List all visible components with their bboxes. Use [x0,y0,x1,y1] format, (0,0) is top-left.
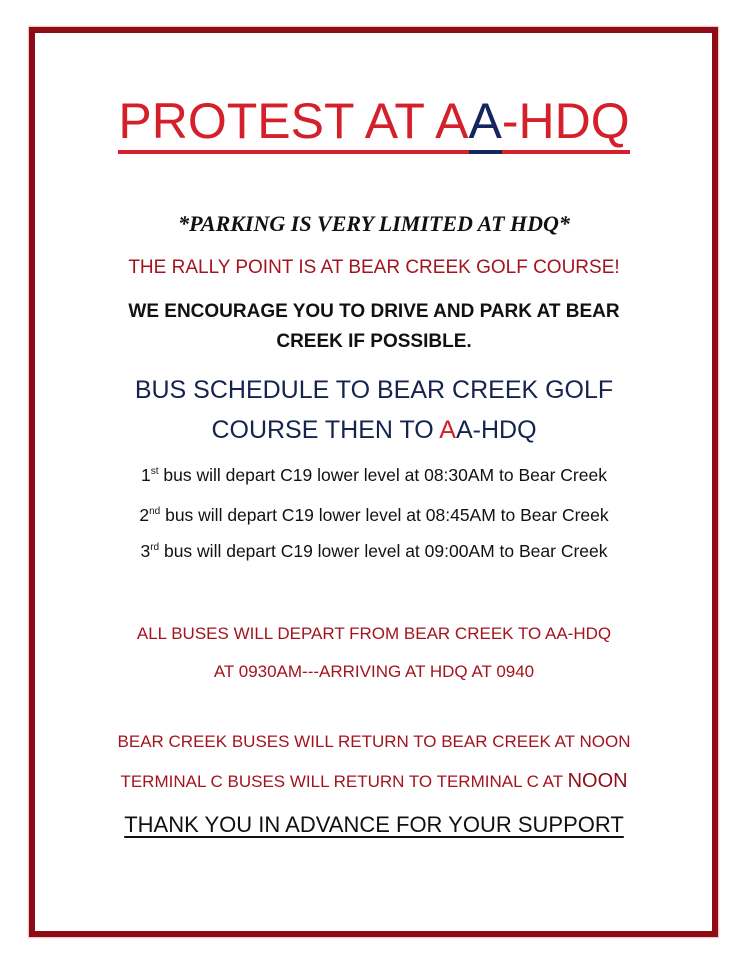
encourage-text [0,297,748,357]
thank-you-message [0,812,748,838]
title-highlight-text: A [468,93,502,149]
title-underline-blue [469,150,502,154]
bus-number: 1 [141,465,151,485]
return-line-1: BEAR CREEK BUSES WILL RETURN TO BEAR CREEK AT NOON [117,732,631,751]
title-underlined [118,92,629,154]
bus-schedule-item [0,465,748,486]
return-line-2 [0,770,748,793]
bus-number: 2 [139,505,150,525]
title-prefix: PROTEST AT A [118,93,469,149]
bus-ordinal: rd [150,542,160,553]
encourage-line-2: CREEK IF POSSIBLE. [276,331,472,352]
bus-text: bus will depart C19 lower level at 08:30AM to Bear Creek [158,465,607,485]
bus-schedule-heading [0,370,748,450]
title-underline-red [118,150,629,154]
bus-heading-prefix: COURSE THEN TO [211,416,440,444]
thank-you-text: THANK YOU IN ADVANCE FOR YOUR SUPPORT [124,812,624,837]
title-suffix: -HDQ [501,93,630,149]
bus-ordinal: st [150,466,159,477]
parking-notice: *PARKING IS VERY LIMITED AT HDQ* [178,211,570,236]
title-highlight-letter [469,92,502,150]
encourage-line-1: WE ENCOURAGE YOU TO DRIVE AND PARK AT BEAR [128,301,620,322]
bus-text: bus will depart C19 lower level at 09:00AM to Bear Creek [159,541,608,561]
bus-ordinal: nd [149,506,161,517]
bus-heading-highlight-letter: A [439,416,456,444]
departure-line-2: AT 0930AM---ARRIVING AT HDQ AT 0940 [213,662,535,681]
bus-heading-line-1: BUS SCHEDULE TO BEAR CREEK GOLF [134,376,614,404]
return-noon-emphasis: NOON [567,770,628,792]
bus-heading-line-2 [0,410,748,450]
departure-line-1: ALL BUSES WILL DEPART FROM BEAR CREEK TO AA-HDQ [136,624,612,643]
bus-number: 3 [140,541,151,561]
rally-point: THE RALLY POINT IS AT BEAR CREEK GOLF COURSE! [128,257,620,278]
bus-schedule-item [0,541,748,562]
bus-schedule-item [0,505,748,526]
flyer-title [0,92,748,154]
return-line-2-text: TERMINAL C BUSES WILL RETURN TO TERMINAL C AT [120,772,568,791]
bus-text: bus will depart C19 lower level at 08:45AM to Bear Creek [160,505,609,525]
bus-heading-suffix: A-HDQ [455,416,537,444]
